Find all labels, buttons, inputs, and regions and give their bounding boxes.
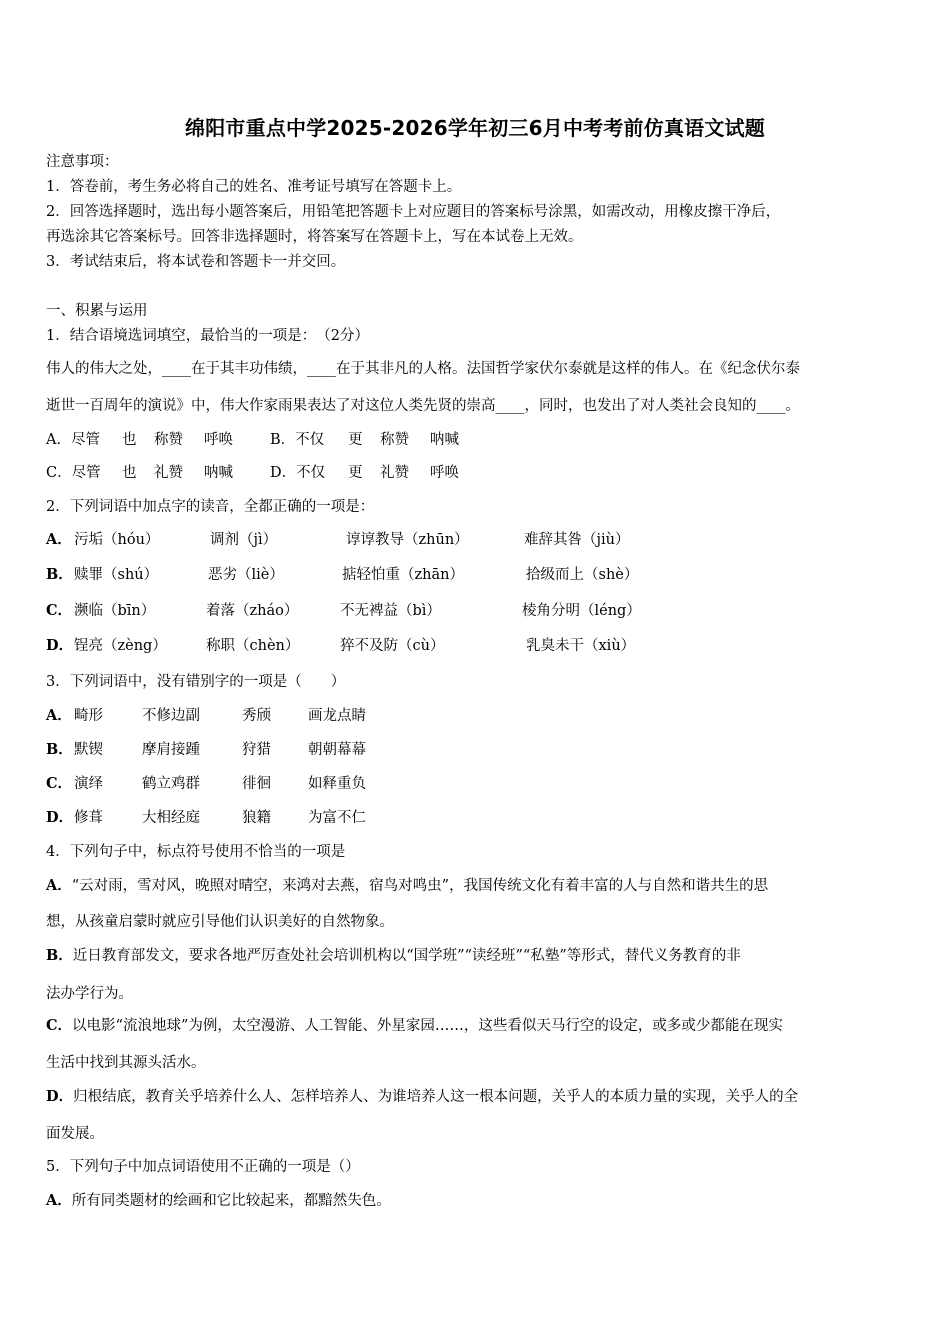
q2-option-label: B． — [46, 566, 73, 583]
q2-word: 着落（zháo） — [206, 603, 299, 619]
q3-option-label: B． — [46, 741, 73, 758]
q5-option-a — [46, 1191, 908, 1211]
q1-option-a-word: 也 — [122, 432, 137, 448]
q2-word: 恶劣（liè） — [208, 567, 284, 583]
q3-option-label: A． — [46, 707, 72, 724]
q4-option-text: 归根结底，教育关乎培养什么人、怎样培养人、为谁培养人这一根本问题，关乎人的本质力量的实现，关乎人的全 — [73, 1089, 799, 1105]
q2-word: 赎罪（shú） — [74, 567, 159, 583]
q4-option-label: C． — [46, 1017, 73, 1034]
q1-option-c-word: 呐喊 — [204, 465, 233, 481]
q2-option-label: A． — [46, 531, 72, 548]
q5-stem: 5．下列句子中加点词语使用不正确的一项是（） — [46, 1159, 360, 1175]
q3-option-label: C． — [46, 775, 73, 792]
q4-option-a — [46, 876, 908, 896]
notice-item-2-cont: 再选涂其它答案标号。回答非选择题时，将答案写在答题卡上，写在本试卷上无效。 — [46, 229, 583, 245]
q1-passage-line-1: 伟人的伟大之处，____在于其丰功伟绩，____在于其非凡的人格。法国哲学家伏尔泰就是这样的伟人。在《纪念伏尔泰 — [46, 361, 800, 377]
q2-option-label: D． — [46, 637, 74, 654]
q4-option-text: “云对雨，雪对风，晚照对晴空，来鸿对去燕，宿鸟对鸣虫”，我国传统文化有着丰富的人与自然和谐共生的思 — [71, 878, 769, 894]
q3-word: 大相经庭 — [142, 810, 200, 826]
q1-stem: 1．结合语境选词填空，最恰当的一项是： （2分） — [46, 328, 369, 344]
q2-word: 乳臭未干（xiù） — [526, 638, 636, 654]
q3-word: 不修边副 — [142, 708, 200, 724]
q2-word: 掂轻怕重（zhān） — [342, 567, 464, 583]
q1-option-d-label: D．不仅 — [270, 465, 326, 481]
q5-option-label: A． — [46, 1192, 72, 1209]
q3-option-label: D． — [46, 809, 74, 826]
q3-word: 如释重负 — [308, 776, 366, 792]
q2-word: 锃亮（zèng） — [74, 638, 167, 654]
q2-word: 濒临（bīn） — [74, 603, 156, 619]
q1-option-d-word: 礼赞 — [380, 465, 409, 481]
q4-option-label: D． — [46, 1088, 74, 1105]
q3-word: 画龙点睛 — [308, 708, 366, 724]
notice-item-2: 2．回答选择题时，选出每小题答案后，用铅笔把答题卡上对应题目的答案标号涂黑，如需改动，用橡皮擦干净后， — [46, 204, 781, 220]
q3-word: 默锲 — [74, 742, 103, 758]
q2-word: 谆谆教导（zhūn） — [346, 532, 469, 548]
q1-option-d-word: 更 — [348, 465, 363, 481]
q1-option-d-word: 呼唤 — [430, 465, 459, 481]
q1-option-b-word: 呐喊 — [430, 432, 459, 448]
q1-passage-line-2: 逝世一百周年的演说》中，伟大作家雨果表达了对这位人类先贤的崇高____，同时，也发出了对人类社会良知的____。 — [46, 398, 800, 414]
q3-word: 朝朝幕幕 — [308, 742, 366, 758]
q3-word: 畸形 — [74, 708, 103, 724]
q2-word: 棱角分明（léng） — [522, 603, 641, 619]
q4-option-a-cont: 想，从孩童启蒙时就应引导他们认识美好的自然物象。 — [46, 914, 394, 930]
q1-option-b-word: 称赞 — [380, 432, 409, 448]
q4-option-b — [46, 946, 908, 966]
q4-option-b-cont: 法办学行为。 — [46, 986, 133, 1002]
notice-item-1: 1．答卷前，考生务必将自己的姓名、准考证号填写在答题卡上。 — [46, 179, 462, 195]
q3-word: 狩猎 — [242, 742, 271, 758]
q4-option-text: 以电影“流浪地球”为例，太空漫游、人工智能、外星家园……，这些看似天马行空的设定，或多或少都能在现实 — [72, 1018, 783, 1034]
q3-word: 秀颀 — [242, 708, 271, 724]
q4-stem: 4．下列句子中，标点符号使用不恰当的一项是 — [46, 844, 346, 860]
q4-option-label: B． — [46, 947, 73, 964]
q1-option-c-word: 礼赞 — [154, 465, 183, 481]
section-heading: 一、积累与运用 — [46, 303, 148, 319]
q3-word: 徘徊 — [242, 776, 271, 792]
q1-option-a-label: A．尽管 — [46, 432, 100, 448]
q3-word: 摩肩接踵 — [142, 742, 200, 758]
notice-heading: 注意事项： — [46, 154, 119, 170]
q3-word: 为富不仁 — [308, 810, 366, 826]
q1-option-a-word: 称赞 — [154, 432, 183, 448]
page-title: 绵阳市重点中学2025-2026学年初三6月中考考前仿真语文试题 — [185, 116, 765, 140]
q1-option-b-label: B．不仅 — [270, 432, 325, 448]
q2-word: 称职（chèn） — [206, 638, 300, 654]
q2-word: 调剂（jì） — [210, 532, 278, 548]
q4-option-label: A． — [46, 877, 72, 894]
q3-word: 鹤立鸡群 — [142, 776, 200, 792]
q1-option-a-word: 呼唤 — [204, 432, 233, 448]
q1-option-c-word: 也 — [122, 465, 137, 481]
q1-option-c-label: C．尽管 — [46, 465, 101, 481]
q5-option-text: 所有同类题材的绘画和它比较起来，都黯然失色。 — [71, 1193, 391, 1209]
q3-word: 演绎 — [74, 776, 103, 792]
q2-option-label: C． — [46, 602, 73, 619]
q3-word: 狼籍 — [242, 810, 271, 826]
q2-word: 拾级而上（shè） — [526, 567, 639, 583]
q2-word: 不无裨益（bì） — [340, 603, 441, 619]
q2-word: 猝不及防（cù） — [340, 638, 445, 654]
q3-stem: 3．下列词语中，没有错别字的一项是（ ） — [46, 674, 346, 690]
q2-stem: 2．下列词语中加点字的读音，全都正确的一项是： — [46, 499, 375, 515]
q2-word: 难辞其咎（jiù） — [524, 532, 630, 548]
q3-word: 修葺 — [74, 810, 103, 826]
notice-item-3: 3．考试结束后，将本试卷和答题卡一并交回。 — [46, 254, 346, 270]
q4-option-d-cont: 面发展。 — [46, 1126, 104, 1142]
q1-option-b-word: 更 — [348, 432, 363, 448]
q4-option-text: 近日教育部发文，要求各地严厉查处社会培训机构以“国学班”“读经班”“私塾”等形式，替代义务教育的非 — [72, 948, 741, 964]
q4-option-c-cont: 生活中找到其源头活水。 — [46, 1055, 206, 1071]
q4-option-d — [46, 1087, 908, 1107]
q2-word: 污垢（hóu） — [74, 532, 160, 548]
q4-option-c — [46, 1016, 908, 1036]
